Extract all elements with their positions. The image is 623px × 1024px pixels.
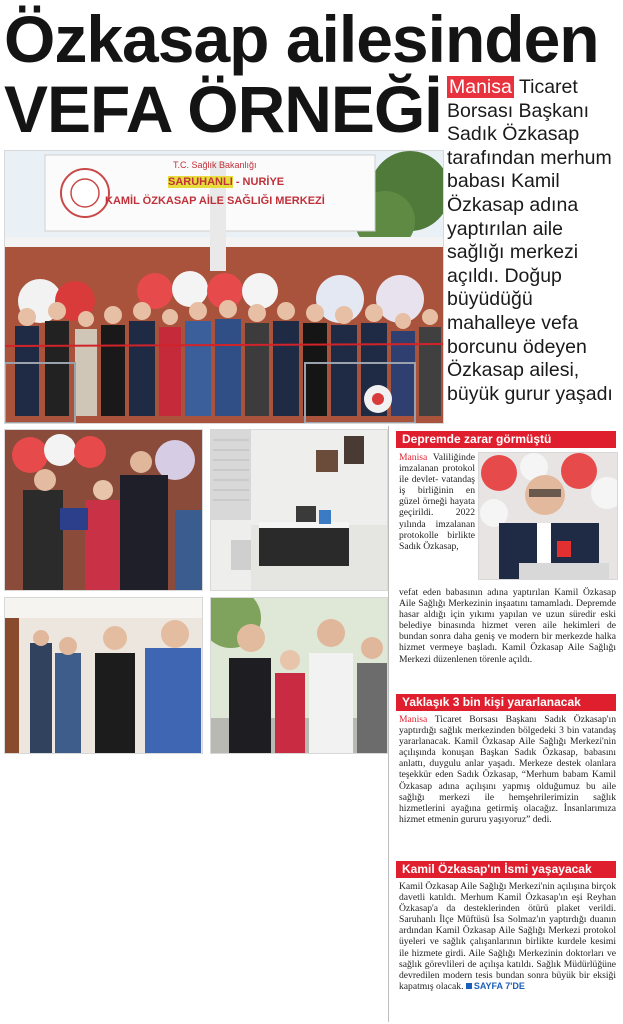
photo-doctor-office — [210, 429, 388, 591]
sign-district: SARUHANLI — [168, 176, 233, 188]
main-photo-ribbon-cutting — [4, 150, 444, 424]
plaque-photo-image — [5, 430, 202, 590]
office-photo-image — [211, 430, 387, 590]
section2-text — [399, 714, 616, 825]
section3-body: Kamil Özkasap Aile Sağlığı Merkezi'nin açılışına birçok davetli katıldı. Merhum Kamil Özkasap'ın eşi Reyhan Özkasap'a da desteklerinden ötürü plaket verildi. Saruhanlı İlçe Müftüsü İsa Solmaz'ın yaptırdığı duanın ardından Kamil Özkasap Aile Sağlığı Merkezi protokol üyeleri ve sağlık çalışanlarının birlikte kurdele kesimi ile hizmete girdi. Aile Sağlığı Merkezinin doktorları ve sağlık görevlileri de açılışa katıldı. Sağlık Müdürlüğüne devredilen modern tesis bundan sonra büyük bir eksiği kapatmış olacak. — [399, 881, 616, 992]
sign-location — [168, 176, 284, 188]
section1-city: Manisa — [399, 452, 428, 463]
lead-city: Manisa — [449, 76, 512, 98]
sign-center-name: KAMİL ÖZKASAP AİLE SAĞLIĞI MERKEZİ — [105, 195, 325, 207]
photo-speech — [478, 452, 618, 580]
section-heading-name-lives-on: Kamil Özkasap'ın İsmi yaşayacak — [396, 861, 616, 878]
square-bullet-icon — [466, 983, 472, 989]
section-heading-beneficiaries: Yaklaşık 3 bin kişi yararlanacak — [396, 694, 616, 711]
section1-wide-text: vefat eden babasının adına yaptırılan Kamil Özkasap Aile Sağlığı Merkezinin inşaatını tamamladı. Depremde hasar aldığı için yıkımı yapılan ve uzun süredir eski belediye binasında hizmet veren aile hekimleri de bundan sonra daha geniş ve modern bir merkezde halka hizmet vermeye başladı. Kamil Özkasap Aile Sağlığı Merkezi düzenlenen törenle açıldı. — [399, 587, 616, 665]
family-photo-image — [211, 598, 387, 753]
photo-plaque-ceremony — [4, 429, 203, 591]
photo-family-group — [210, 597, 388, 754]
page-reference-label: SAYFA 7'DE — [473, 980, 525, 991]
section3-text — [399, 881, 616, 992]
section1-narrow-text — [399, 452, 475, 552]
sign-ministry: T.C. Sağlık Bakanlığı — [173, 160, 257, 170]
main-photo-image — [5, 151, 443, 423]
section1-narrow-body: Valiliğinde imzalanan protokol ile devlet- vatandaş iş birliğinin en güzel örneği hayata geçirildi. 2022 yılında imzalanan protokolle birlikte Sadık Özkasap, — [399, 452, 475, 552]
headline-line-1: Özkasap ailesinden — [4, 2, 599, 76]
lead-text: Ticaret Borsası Başkanı Sadık Özkasap tarafından merhum babası Kamil Özkasap adına yaptırılan aile sağlığı merkezi açıldı. Doğup büyüdüğü mahalleye vefa borcunu ödeyen Özkasap ailesi, büyük gurur yaşadı — [447, 76, 613, 405]
sign-village: - NURİYE — [232, 176, 285, 188]
page-reference[interactable] — [466, 981, 525, 991]
interior-photo-image — [5, 598, 202, 753]
lead-paragraph — [447, 76, 621, 406]
photo-interior-group — [4, 597, 203, 754]
section2-body: Ticaret Borsası Başkanı Sadık Özkasap'ın yaptırdığı sağlık merkezinden bölgedeki 3 bin vatandaş yararlanacak. Kamil Özkasap Aile Sağlığı Merkezi'nin açılışında konuşan Başkan Sadık Özkasap, babasını anlattı, duygulu anlar yaşadı. Merkeze destek olanlara teşekkür eden Sadık Özkasap, “Merhum babam Kamil Özkasap adına açılışını yapmış olduğumuz bu aile sağlığı merkezi ile hemşehrilerimizin sağlık hizmetlerini ayağına getirmiş olacağız. İnsanlarımıza hizmet etmenin gururu yaşıyoruz” dedi. — [399, 714, 616, 825]
column-divider — [388, 426, 389, 1022]
speech-photo-image — [479, 453, 617, 579]
section2-city: Manisa — [399, 714, 428, 725]
section-heading-earthquake: Depremde zarar görmüştü — [396, 431, 616, 448]
headline-line-2: VEFA ÖRNEĞİ — [4, 72, 442, 146]
